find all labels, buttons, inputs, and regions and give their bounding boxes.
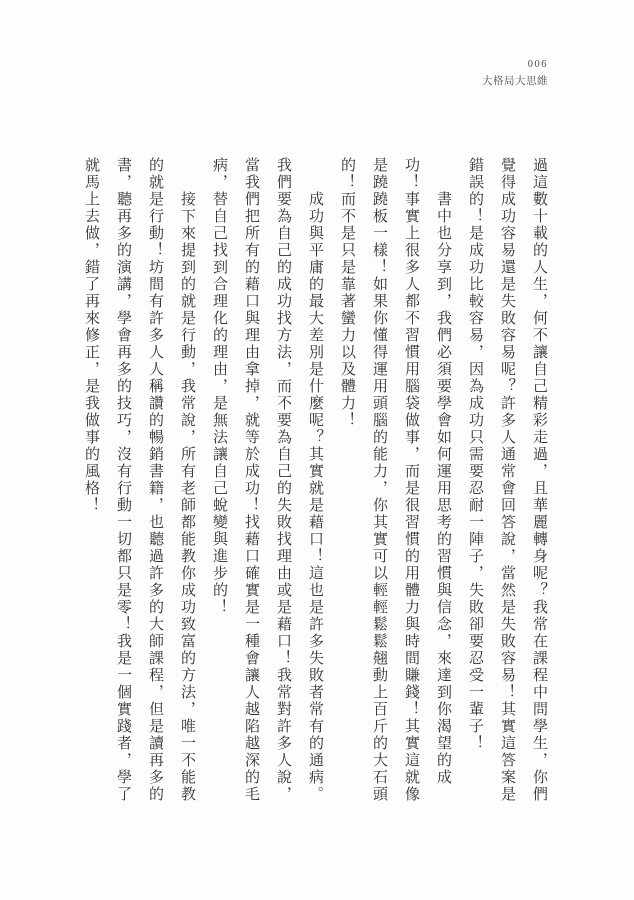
paragraph: 成功與平庸的最大差別是什麼呢？其實就是藉口！這也是許多失敗者常有的通病。我們要為自己的成功找方法，而不要為自己的失敗找理由或是藉口！我常對許多人說，當我們把所有的藉口與理由拿掉，就等於成功！找藉口確實是一種會讓人越陷越深的毛病，替自己找到合理化的理由，是無法讓自己蛻變與進步的！ <box>211 157 323 803</box>
page-number: 006 <box>527 59 548 70</box>
page-body-vertical-text <box>75 157 555 809</box>
paragraph: 接下來提到的就是行動，我常說，所有老師都能教你成功致富的方法，唯一不能教的就是行動！坊間有許多人人稱讚的暢銷書籍，也聽過許多的大師課程，但是讀再多的書，聽再多的演講，學會再多的技巧，沒有行動一切都只是零！我是一個實踐者，學了就馬上去做，錯了再來修正，是我做事的風格！ <box>83 157 195 803</box>
running-title: 大格局大思維 <box>482 75 548 87</box>
page-header <box>482 60 548 87</box>
paragraph: 書中也分享到，我們必須要學會如何運用思考的習慣與信念，來達到你渴望的成功！事實上很多人都不習慣用腦袋做事，而是很習慣的用體力與時間賺錢！其實這就像是蹺蹺板一樣！如果你懂得運用頭腦的能力，你其實可以輕輕鬆鬆翹動上百斤的大石頭的！而不是只是靠著蠻力以及體力！ <box>339 157 451 803</box>
paragraph: 過這數十載的人生，何不讓自己精彩走過，且華麗轉身呢？我常在課程中問學生，你們覺得成功容易還是失敗容易呢？許多人通常會回答說，當然是失敗容易！其實這答案是錯誤的！是成功比較容易，因為成功只需要忍耐一陣子，失敗卻要忍受一輩子！ <box>467 157 547 803</box>
